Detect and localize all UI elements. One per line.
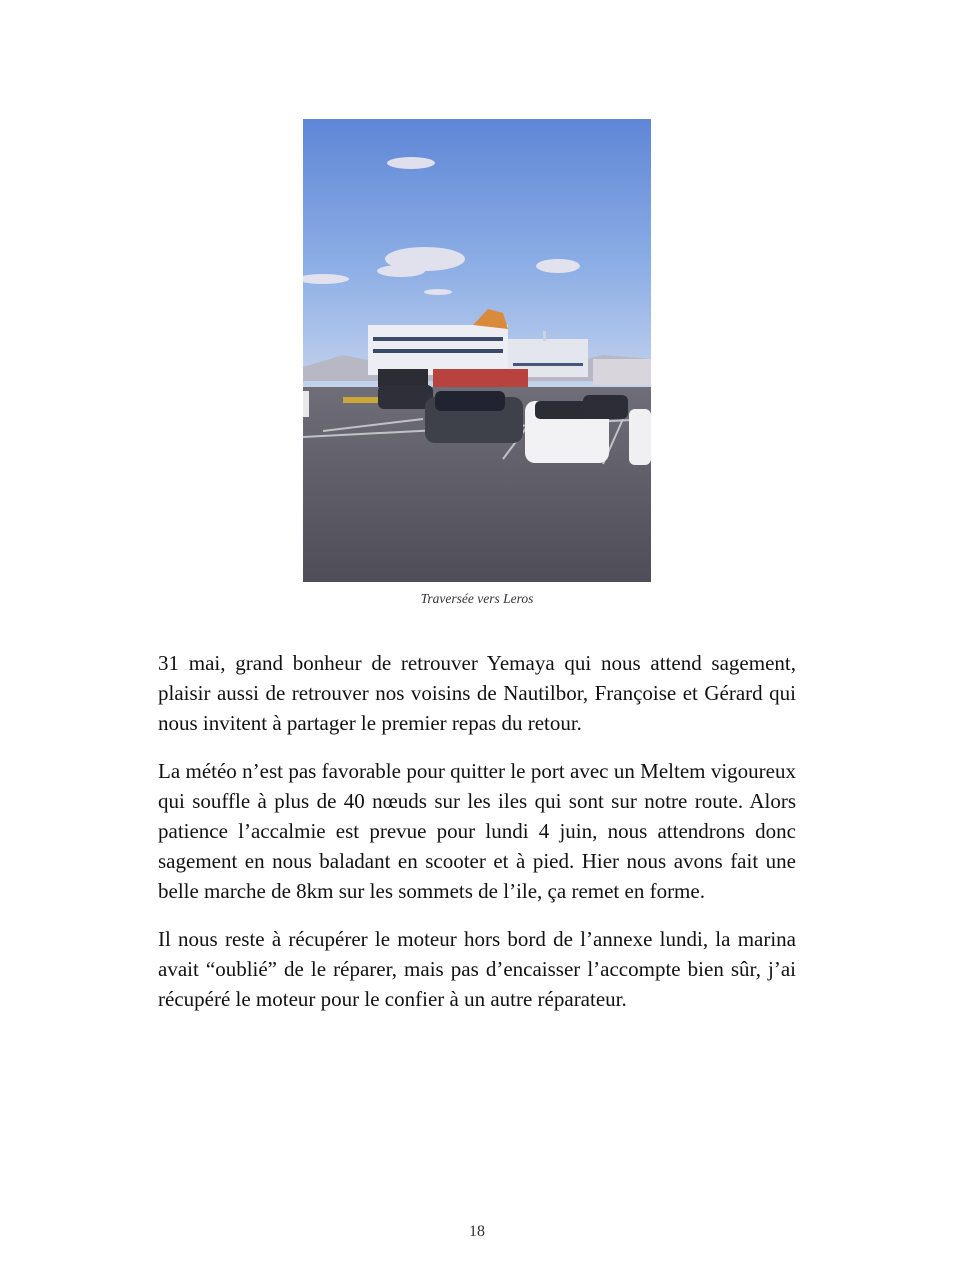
ferry-port-photo: [303, 119, 651, 582]
paragraph: 31 mai, grand bonheur de retrouver Yemaya qui nous attend sagement, plaisir aussi de retrouver nos voisins de Nautilbor, Françoise et Gérard qui nous invitent à partager le premier repas du retour.: [158, 651, 796, 735]
buildings: [593, 359, 651, 385]
truck: [433, 369, 528, 387]
figure-caption: Traversée vers Leros: [420, 591, 534, 606]
page-number: 18: [469, 1223, 485, 1240]
paragraph: La météo n’est pas favorable pour quitter le port avec un Meltem vigoureux qui souffle à plus de 40 nœuds sur les iles qui sont sur notre route. Alors patience l’accalmie est prevue pour lundi 4 juin, nous attendrons donc sagement en nous baladant en scooter et à pied. Hier nous avons fait une belle marche de 8km sur les sommets de l’ile, ça remet en forme.: [158, 759, 796, 903]
body-text: [158, 648, 796, 1032]
paragraph: Il nous reste à récupérer le moteur hors bord de l’annexe lundi, la marina avait “oublié” de le réparer, mais pas d’encaisser l’accompte bien sûr, j’ai récupéré le moteur pour le confier à un autre réparateur.: [158, 927, 796, 1011]
